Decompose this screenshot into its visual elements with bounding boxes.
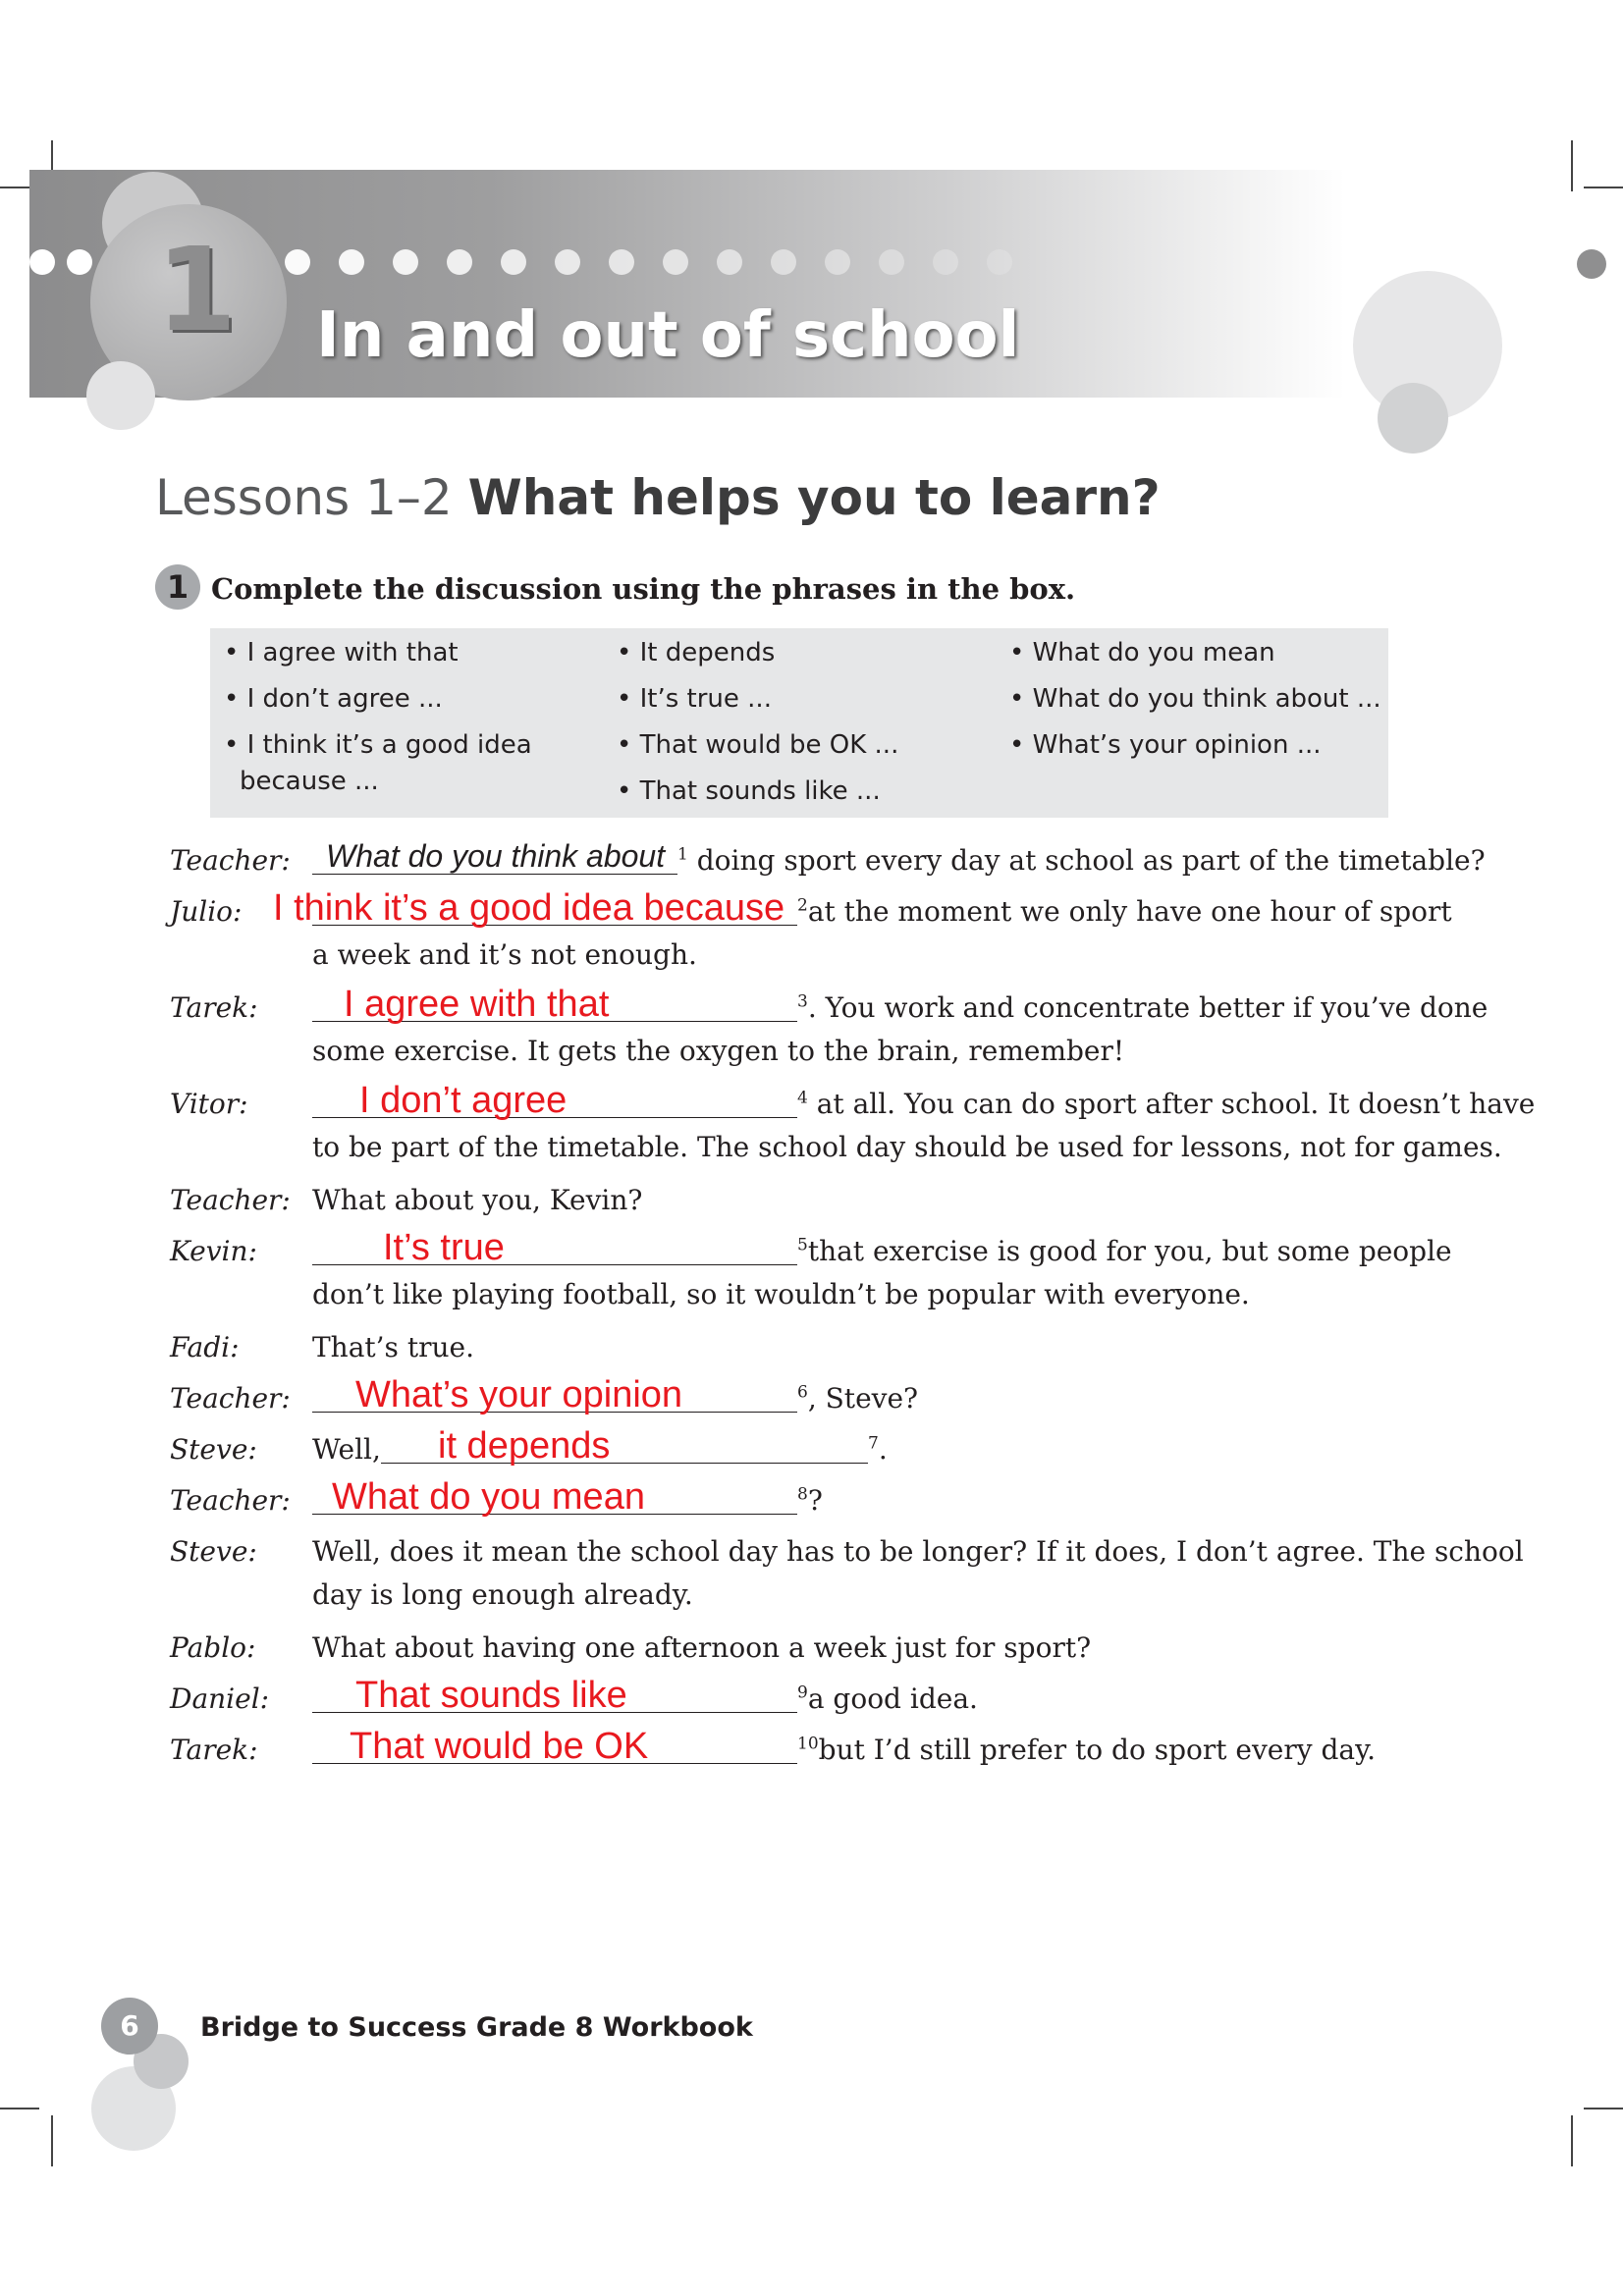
- chapter-title: In and out of school: [316, 299, 1020, 372]
- dialogue-line-cont: day is long enough already.: [312, 1578, 693, 1611]
- dialogue-text: [797, 991, 1488, 1024]
- decor-dot: [67, 249, 92, 275]
- crop-mark: [51, 2115, 53, 2166]
- phrase-item: • What do you think about ...: [1009, 684, 1381, 714]
- page-number: 6: [101, 1998, 158, 2055]
- speaker-label: Julio:: [170, 895, 243, 928]
- dialogue-line: , Steve?: [807, 1382, 919, 1415]
- dialogue-line: doing sport every day at school as part of the timetable?: [696, 844, 1486, 877]
- book-title: Bridge to Success Grade 8 Workbook: [200, 2012, 753, 2043]
- blank-number: 10: [797, 1734, 819, 1754]
- dialogue-line: that exercise is good for you, but some people: [807, 1235, 1452, 1267]
- dialogue-text: [797, 1382, 918, 1415]
- answer-written: I think it’s a good idea because: [273, 887, 785, 929]
- blank-number: 9: [797, 1682, 808, 1703]
- speaker-label: Tarek:: [170, 1734, 258, 1766]
- lesson-range: Lessons 1–2: [155, 469, 453, 526]
- decor-circle: [1577, 249, 1606, 279]
- phrase-item: • It’s true ...: [617, 684, 772, 714]
- decor-dot: [825, 249, 850, 275]
- speaker-label: Teacher:: [170, 1382, 291, 1415]
- blank-number: 8: [797, 1484, 808, 1505]
- answer-written: it depends: [438, 1425, 611, 1467]
- phrase-item: • That sounds like ...: [617, 776, 881, 806]
- dialogue-line: at all. You can do sport after school. It doesn’t have: [816, 1088, 1536, 1120]
- dialogue-line: What about you, Kevin?: [312, 1184, 643, 1216]
- decor-dot: [393, 249, 418, 275]
- dialogue-line-cont: a week and it’s not enough.: [312, 938, 697, 971]
- speaker-label: Steve:: [170, 1433, 257, 1466]
- dialogue-text: [797, 895, 1452, 928]
- dialogue-text: [868, 1433, 888, 1466]
- speaker-label: Fadi:: [170, 1331, 240, 1363]
- speaker-label: Kevin:: [170, 1235, 257, 1267]
- decor-dot: [717, 249, 742, 275]
- phrase-item: because ...: [240, 767, 379, 796]
- decor-dot: [285, 249, 310, 275]
- speaker-label: Teacher:: [170, 1484, 291, 1517]
- dialogue-text: [797, 1235, 1452, 1267]
- crop-mark: [1584, 2108, 1623, 2109]
- blank-number: 1: [677, 844, 688, 865]
- dialogue-line: . You work and concentrate better if you’ve done: [807, 991, 1488, 1024]
- decor-dot: [771, 249, 796, 275]
- speaker-label: Teacher:: [170, 1184, 291, 1216]
- dialogue-line-cont: to be part of the timetable. The school day should be used for lessons, not for games.: [312, 1131, 1502, 1163]
- phrase-box: [210, 628, 1388, 818]
- dialogue-line: .: [878, 1433, 888, 1466]
- blank-number: 4: [797, 1088, 808, 1108]
- dialogue-text: [797, 1682, 978, 1715]
- answer-written: What’s your opinion: [355, 1374, 683, 1415]
- dialogue-text: [797, 1088, 1535, 1120]
- answer-written: I agree with that: [344, 984, 610, 1025]
- dialogue-line-cont: don’t like playing football, so it wouldn’t be popular with everyone.: [312, 1278, 1250, 1310]
- decor-circle: [1378, 383, 1448, 454]
- speaker-label: Tarek:: [170, 991, 258, 1024]
- crop-mark: [0, 2108, 39, 2109]
- phrase-item: • What’s your opinion ...: [1009, 730, 1322, 760]
- blank-number: 5: [797, 1235, 808, 1255]
- exercise-instruction: Complete the discussion using the phrases in the box.: [211, 572, 1076, 606]
- answer-written: I don’t agree: [359, 1080, 568, 1121]
- blank-number: 7: [868, 1433, 879, 1454]
- exercise-number-badge: 1: [155, 564, 200, 610]
- answer-written: That sounds like: [355, 1675, 627, 1716]
- blank-number: 3: [797, 991, 808, 1012]
- crop-mark: [1584, 187, 1623, 188]
- dialogue-text: [797, 1734, 1376, 1766]
- decor-dot: [987, 249, 1012, 275]
- dialogue-text: [797, 1484, 823, 1517]
- answer-written: That would be OK: [350, 1726, 649, 1767]
- dialogue-line: but I’d still prefer to do sport every day.: [818, 1734, 1377, 1766]
- decor-dot: [663, 249, 688, 275]
- lesson-heading: [155, 469, 1161, 526]
- answer-written: It’s true: [383, 1227, 505, 1268]
- phrase-item: • I think it’s a good idea: [224, 730, 532, 760]
- decor-dot: [29, 249, 55, 275]
- dialogue-line-cont: some exercise. It gets the oxygen to the brain, remember!: [312, 1035, 1125, 1067]
- dialogue-line: ?: [807, 1484, 823, 1517]
- chapter-number: 1: [155, 222, 238, 357]
- phrase-item: • What do you mean: [1009, 638, 1275, 667]
- phrase-item: • It depends: [617, 638, 776, 667]
- dialogue-line: Well, does it mean the school day has to be longer? If it does, I don’t agree. The school: [312, 1535, 1524, 1568]
- speaker-label: Pablo:: [170, 1631, 256, 1664]
- decor-dot: [933, 249, 958, 275]
- crop-mark: [1571, 140, 1573, 191]
- decor-dot: [555, 249, 580, 275]
- decor-dot: [339, 249, 364, 275]
- speaker-label: Steve:: [170, 1535, 257, 1568]
- dialogue-line: a good idea.: [807, 1682, 978, 1715]
- answer-written: What do you mean: [332, 1476, 645, 1518]
- speaker-label: Daniel:: [170, 1682, 270, 1715]
- decor-dot: [447, 249, 472, 275]
- speaker-label: Teacher:: [170, 844, 291, 877]
- blank-number: 6: [797, 1382, 808, 1403]
- answer-sample: What do you think about: [326, 838, 666, 874]
- dialogue-line: That’s true.: [312, 1331, 474, 1363]
- phrase-item: • I agree with that: [224, 638, 459, 667]
- decor-dot: [501, 249, 526, 275]
- phrase-item: • I don’t agree ...: [224, 684, 443, 714]
- dialogue-line: at the moment we only have one hour of sport: [807, 895, 1452, 928]
- decor-dot: [879, 249, 904, 275]
- crop-mark: [1571, 2115, 1573, 2166]
- decor-dot: [609, 249, 634, 275]
- dialogue-line: What about having one afternoon a week just for sport?: [312, 1631, 1092, 1664]
- dialogue-text: [677, 844, 1486, 877]
- dialogue-prefix: Well,: [312, 1433, 381, 1466]
- decor-circle: [86, 361, 155, 430]
- lesson-title: What helps you to learn?: [467, 469, 1161, 526]
- speaker-label: Vitor:: [170, 1088, 248, 1120]
- blank-number: 2: [797, 895, 808, 916]
- phrase-item: • That would be OK ...: [617, 730, 899, 760]
